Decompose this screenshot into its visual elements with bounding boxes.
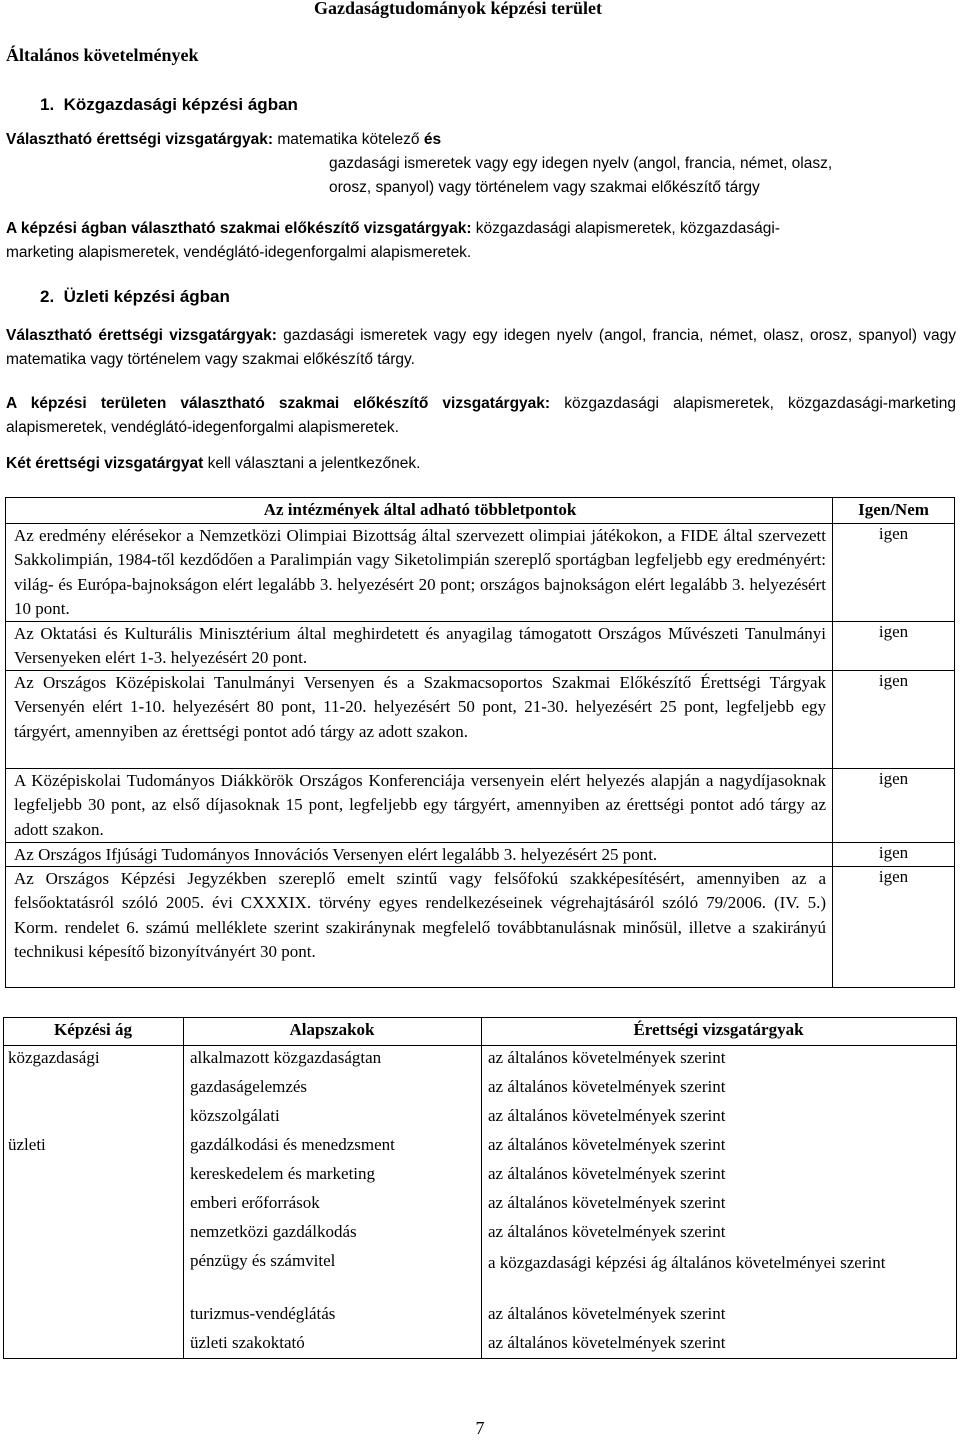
table-cell-program: pénzügy és számvitel (190, 1251, 336, 1270)
bonus-table-header-value: Igen/Nem (858, 500, 929, 519)
table-cell-program: gazdálkodási és menedzsment (190, 1135, 395, 1154)
table-cell-subjects: az általános követelmények szerint (488, 1135, 726, 1154)
bonus-row-text: Az eredmény elérésekor a Nemzetközi Olimpiai Bizottság által szervezett olimpiai játékokon, a FIDE által szervezett Sakkolimpián, 1984-től kezdődően a Paralimpián vagy Siketolimpián szereplő sportágban legfeljebb egy eredményért: világ- és Európa-bajnokságon elért legalább 3. helyezésért 20 pont; országos bajnokságon elért legalább 3. helyezésért 10 pont. (14, 526, 826, 618)
bonus-points-table (5, 497, 955, 988)
two-subjects-note (6, 455, 420, 474)
table-cell-subjects: a közgazdasági képzési ág általános követelményei szerint (488, 1253, 886, 1272)
bonus-row-value: igen (878, 843, 909, 862)
section1-subjects-line3: orosz, spanyol) vagy történelem vagy szakmai előkészítő tárgy (329, 179, 760, 196)
table-column-divider (832, 498, 833, 987)
table-border (3, 1017, 957, 1018)
col-header-programs: Alapszakok (289, 1020, 375, 1039)
bonus-row-value: igen (878, 622, 909, 641)
table-border (3, 1045, 957, 1046)
table-border (3, 1358, 957, 1359)
table-cell-program: közszolgálati (190, 1106, 280, 1125)
table-border (956, 1017, 957, 1358)
section2-subjects (6, 324, 956, 372)
bonus-table-header-text: Az intézmények által adható többletpontok (263, 500, 577, 519)
bonus-row-value: igen (878, 524, 909, 543)
table-border (481, 1017, 482, 1358)
col-header-subjects: Érettségi vizsgatárgyak (633, 1020, 804, 1039)
table-cell-subjects: az általános követelmények szerint (488, 1077, 726, 1096)
section1-prep-text: közgazdasági alapismeretek, közgazdasági- (471, 220, 780, 237)
bonus-row-text: Az Országos Képzési Jegyzékben szereplő emelt szintű vagy felsőfokú szakképesítésért, amennyiben az a felsőoktatásról szóló 2005. évi CXXXIX. törvény egyes rendelkezéseinek végrehajtásáról szóló 79/2006. (IV. 5.) Korm. rendelet 6. számú melléklete szerint szakiránynak megfelelő továbbtanulásnak minősül, illetve a szakirányú technikusi képesítő bizonyítványért 30 pont. (14, 869, 826, 961)
section2-prep (6, 392, 956, 440)
section1-prep-line2: marketing alapismeretek, vendéglátó-idegenforgalmi alapismeretek. (6, 244, 472, 261)
table-cell-branch: üzleti (8, 1135, 46, 1154)
table-cell-subjects: az általános követelmények szerint (488, 1304, 726, 1323)
table-border (183, 1017, 184, 1358)
bonus-row-text: Az Országos Középiskolai Tanulmányi Versenyen és a Szakmacsoportos Szakmai Előkészítő Érettségi Tárgyak Versenyén elért 1-10. helyezésért 80 pont, 11-20. helyezésért 50 pont, 21-30. helyezésért 25 pont, legfeljebb egy tárgyért, amennyiben az érettségi pontot adó tárgy az adott szakon. (14, 673, 826, 741)
section1-prep-line1 (6, 220, 956, 239)
bonus-row-text: Az Oktatási és Kulturális Minisztérium által meghirdetett és anyagilag támogatott Országos Művészeti Tanulmányi Versenyeken elért 1-3. helyezésért 20 pont. (14, 624, 826, 668)
bonus-row-value: igen (878, 769, 909, 788)
bonus-row-text: Az Országos Ifjúsági Tudományos Innovációs Versenyen elért legalább 3. helyezésért 25 pont. (14, 845, 658, 864)
table-cell-program: gazdaságelemzés (190, 1077, 308, 1096)
section2-subjects-text: gazdasági ismeretek vagy egy idegen nyelv (angol, francia, német, olasz, orosz, spanyol) vagy matematika vagy történelem vagy szakmai előkészítő tárgy. (6, 327, 956, 368)
table-cell-program: üzleti szakoktató (190, 1333, 305, 1352)
table-border (3, 1017, 4, 1358)
table-cell-subjects: az általános követelmények szerint (488, 1222, 726, 1241)
table-cell-subjects: az általános követelmények szerint (488, 1164, 726, 1183)
section2-subjects-label: Választható érettségi vizsgatárgyak: (6, 327, 277, 344)
bonus-row-value: igen (878, 867, 909, 886)
section1-subjects-rest: matematika kötelező (273, 131, 424, 148)
section2-prep-text: közgazdasági alapismeretek, közgazdasági-marketing alapismeretek, vendéglátó-idegenforgalmi alapismeretek. (6, 395, 956, 436)
two-subjects-bold: Két érettségi vizsgatárgyat (6, 455, 204, 472)
section1-subjects-line1 (6, 131, 441, 150)
general-requirements-heading: Általános követelmények (6, 45, 199, 65)
section1-subjects-line2: gazdasági ismeretek vagy egy idegen nyelv (angol, francia, német, olasz, (329, 155, 833, 172)
section1-prep-label: A képzési ágban választható szakmai előkészítő vizsgatárgyak: (6, 220, 472, 237)
bonus-row-value: igen (878, 671, 909, 690)
bonus-row-text: A Középiskolai Tudományos Diákkörök Országos Konferenciája versenyein elért helyezés alapján a nagydíjasoknak legfeljebb 30 pont, az első díjasoknak 15 pont, legfeljebb egy tárgyért, amennyiben az érettségi pontot adó tárgy az adott szakon. (14, 771, 826, 839)
section2-prep-label: A képzési területen választható szakmai előkészítő vizsgatárgyak: (6, 395, 551, 412)
area-title: Gazdaságtudományok képzési terület (314, 0, 602, 18)
section1-title: 1. Közgazdasági képzési ágban (40, 95, 298, 114)
page-number: 7 (475, 1418, 485, 1438)
table-cell-program: nemzetközi gazdálkodás (190, 1222, 357, 1241)
col-header-branch: Képzési ág (54, 1020, 132, 1039)
table-cell-program: alkalmazott közgazdaságtan (190, 1048, 382, 1067)
section1-subjects-es: és (423, 131, 442, 148)
table-cell-program: kereskedelem és marketing (190, 1164, 376, 1183)
section1-subjects-label: Választható érettségi vizsgatárgyak: (6, 131, 274, 148)
table-cell-subjects: az általános követelmények szerint (488, 1106, 726, 1125)
table-cell-branch: közgazdasági (8, 1048, 100, 1067)
two-subjects-rest: kell választani a jelentkezőnek. (203, 455, 421, 472)
table-cell-program: turizmus-vendéglátás (190, 1304, 336, 1323)
table-cell-program: emberi erőforrások (190, 1193, 320, 1212)
section2-title: 2. Üzleti képzési ágban (40, 287, 230, 306)
table-cell-subjects: az általános követelmények szerint (488, 1048, 726, 1067)
table-cell-subjects: az általános követelmények szerint (488, 1333, 726, 1352)
table-cell-subjects: az általános követelmények szerint (488, 1193, 726, 1212)
